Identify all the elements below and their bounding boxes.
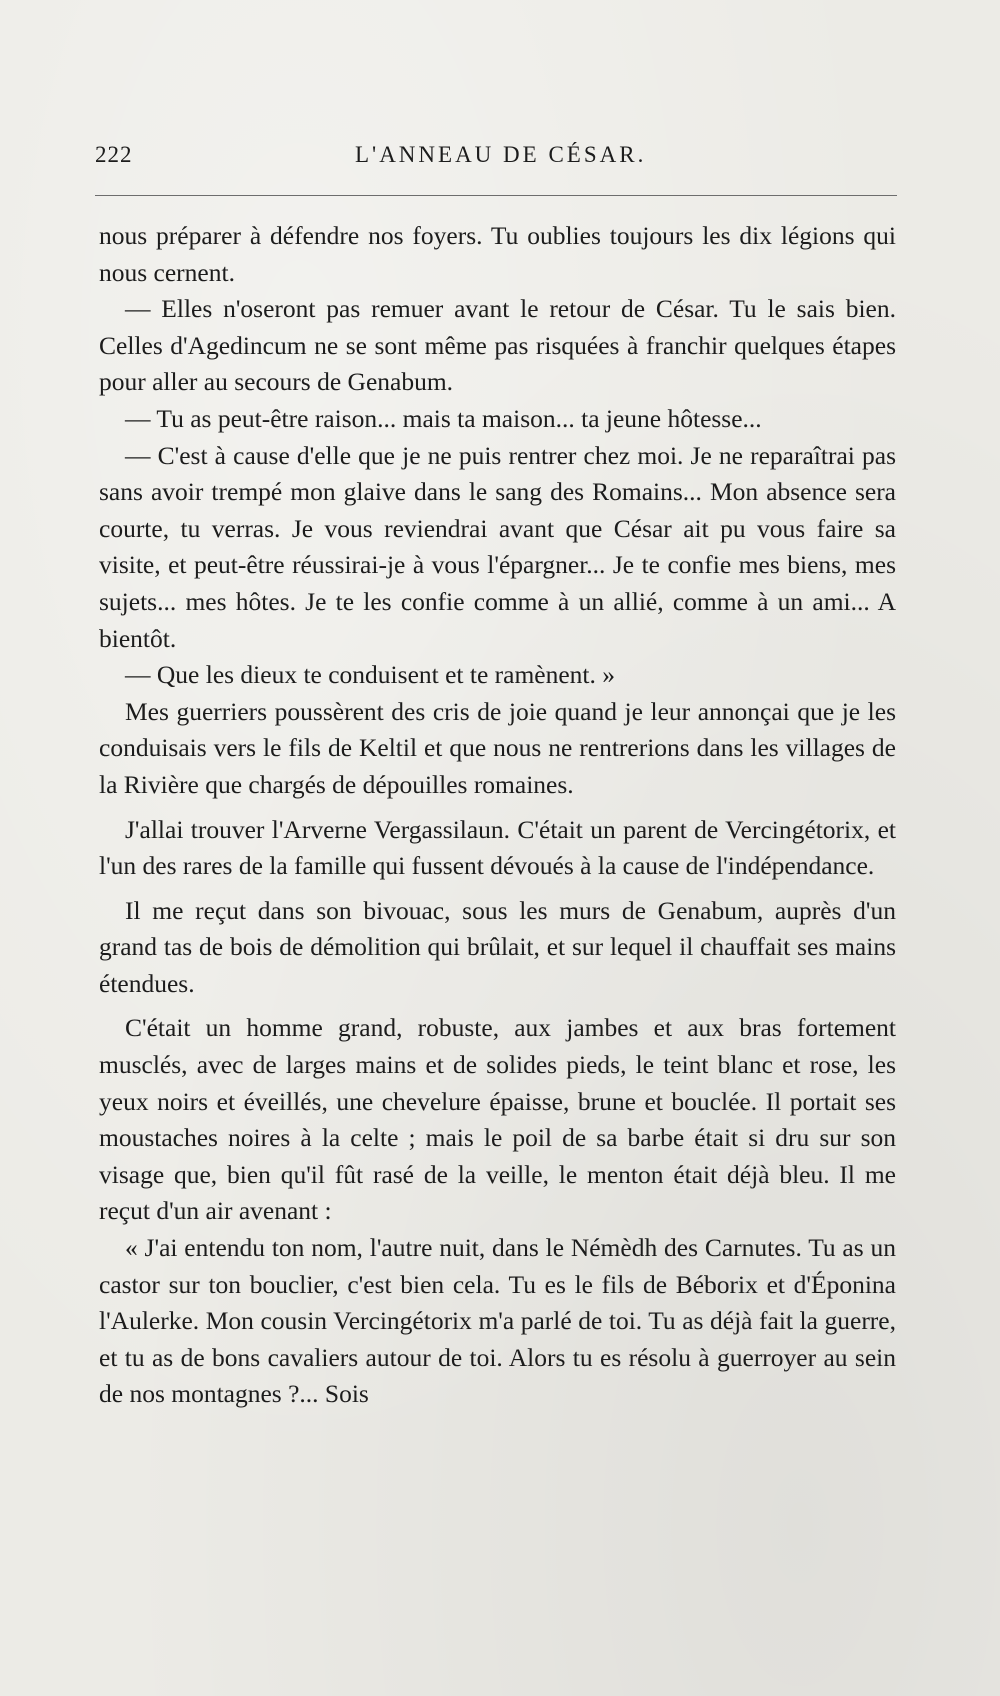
header-rule bbox=[95, 195, 897, 196]
paragraph: — Tu as peut-être raison... mais ta maison... ta jeune hôtesse... bbox=[125, 403, 762, 433]
body-text bbox=[99, 218, 896, 1413]
paragraph: — Que les dieux te conduisent et te ramènent. » bbox=[125, 660, 616, 690]
page-header bbox=[95, 142, 895, 182]
page-number: 222 bbox=[95, 142, 133, 167]
running-title: L'ANNEAU DE CÉSAR. bbox=[355, 142, 647, 167]
paragraph: — C'est à cause d'elle que je ne puis rentrer chez moi. Je ne reparaîtrai pas sans avoir trempé mon glaive dans le sang des Romains... Mon absence sera courte, tu verras. Je vous reviendrai avant que César ait pu vous faire sa visite, et peut-être réussirai-je à vous l'épargner... Je te confie mes biens, mes sujets... mes hôtes. Je te les confie comme à un allié, comme à un ami... A bientôt. bbox=[99, 440, 896, 653]
paragraph: J'allai trouver l'Arverne Vergassilaun. C'était un parent de Vercingétorix, et l'un des rares de la famille qui fussent dévoués à la cause de l'indépendance. bbox=[99, 814, 896, 881]
paragraph: — Elles n'oseront pas remuer avant le retour de César. Tu le sais bien. Celles d'Agedincum ne se sont même pas risquées à franchir quelques étapes pour aller au secours de Genabum. bbox=[99, 294, 896, 397]
paragraph: C'était un homme grand, robuste, aux jambes et aux bras fortement musclés, avec de larges mains et de solides pieds, le teint blanc et rose, les yeux noirs et éveillés, une chevelure épaisse, brune et bouclée. Il portait ses moustaches noires à la celte ; mais le poil de sa barbe était si dru sur son visage que, bien qu'il fût rasé de la veille, le menton était déjà bleu. Il me reçut d'un air avenant : bbox=[99, 1013, 896, 1226]
paragraph: « J'ai entendu ton nom, l'autre nuit, dans le Némèdh des Carnutes. Tu as un castor sur ton bouclier, c'est bien cela. Tu es le fils de Béborix et d'Éponina l'Aulerke. Mon cousin Vercingétorix m'a parlé de toi. Tu as déjà fait la guerre, et tu as de bons cavaliers autour de toi. Alors tu es résolu à guerroyer au sein de nos montagnes ?... Sois bbox=[99, 1233, 896, 1409]
paragraph: Mes guerriers poussèrent des cris de joie quand je leur annonçai que je les conduisais vers le fils de Keltil et que nous ne rentrerions dans les villages de la Rivière que chargés de dépouilles romaines. bbox=[99, 696, 896, 799]
paragraph: Il me reçut dans son bivouac, sous les murs de Genabum, auprès d'un grand tas de bois de démolition qui brûlait, et sur lequel il chauffait ses mains étendues. bbox=[99, 895, 896, 998]
paragraph: nous préparer à défendre nos foyers. Tu oublies toujours les dix légions qui nous cernent. bbox=[99, 221, 896, 287]
